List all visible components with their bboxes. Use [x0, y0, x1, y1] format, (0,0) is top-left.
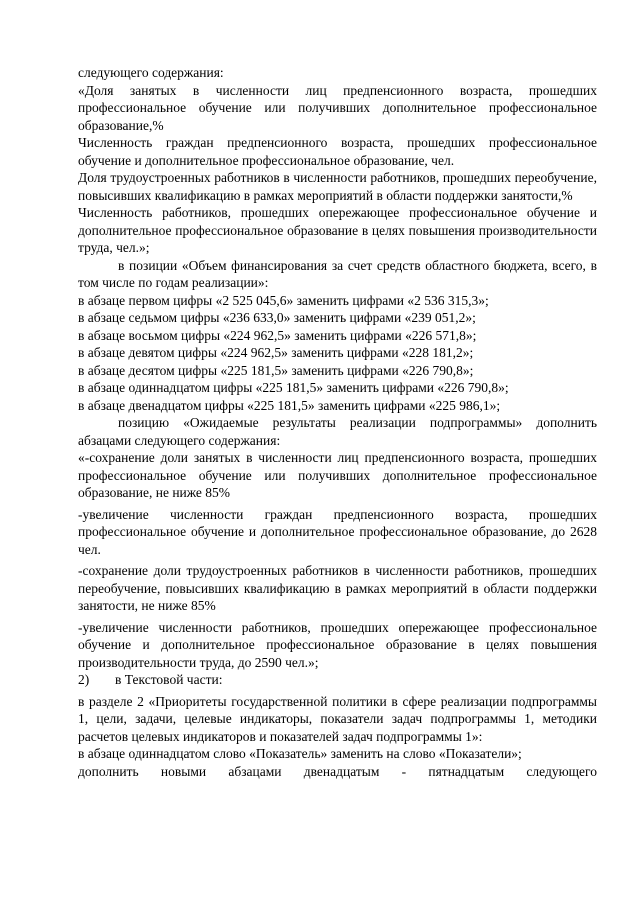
paragraph: -увеличение численности работников, прошедших опережающее профессиональное обучение и дополнительное профессиональное образование в целях повышения производительности труда, до 2590 чел.»;: [78, 619, 597, 670]
paragraph: в абзаце одиннадцатом цифры «225 181,5» заменить цифрами «226 790,8»;: [78, 380, 509, 395]
paragraph: -сохранение доли трудоустроенных работников в численности работников, прошедших переобучение, повысивших квалификацию в рамках мероприятий в области поддержки занятости, не ниже 85%: [78, 563, 597, 613]
paragraph: «-сохранение доли занятых в численности лиц предпенсионного возраста, прошедших профессиональное обучение или получивших дополнительное профессиональное образование, не ниже 85%: [78, 450, 597, 500]
paragraph: в абзаце девятом цифры «224 962,5» заменить цифрами «228 181,2»;: [78, 345, 474, 360]
paragraph: в абзаце седьмом цифры «236 633,0» заменить цифрами «239 051,2»;: [78, 310, 476, 325]
paragraph: дополнить новыми абзацами двенадцатым - пятнадцатым следующего: [78, 763, 597, 779]
paragraph: «Доля занятых в численности лиц предпенсионного возраста, прошедших профессиональное обучение или получивших дополнительное профессиональное образование,%: [78, 82, 597, 133]
paragraph: в разделе 2 «Приоритеты государственной политики в сфере реализации подпрограммы 1, цели, задачи, целевые индикаторы, показатели задач подпрограммы 1, методики расчетов целевых индикаторов и показателей задач подпрограммы 1»:: [78, 693, 597, 744]
paragraph: следующего содержания:: [78, 65, 224, 80]
paragraph: Численность работников, прошедших опережающее профессиональное обучение и дополнительное профессиональное образование в целях повышения производительности труда, чел.»;: [78, 205, 597, 255]
paragraph: -увеличение численности граждан предпенсионного возраста, прошедших профессиональное обучение и дополнительное профессиональное образование, до 2628 чел.: [78, 506, 597, 557]
paragraph: в абзаце восьмом цифры «224 962,5» заменить цифрами «226 571,8»;: [78, 327, 477, 343]
paragraph: в абзаце одиннадцатом слово «Показатель» заменить на слово «Показатели»;: [78, 746, 522, 761]
list-item-text: в Текстовой части:: [115, 672, 223, 687]
paragraph: в абзаце десятом цифры «225 181,5» заменить цифрами «226 790,8»;: [78, 362, 474, 378]
paragraph: Численность граждан предпенсионного возраста, прошедших профессиональное обучение и дополнительное профессиональное образование, чел.: [78, 135, 597, 168]
paragraph: в абзаце первом цифры «2 525 045,6» заменить цифрами «2 536 315,3»;: [78, 292, 489, 308]
list-item: [78, 671, 597, 689]
paragraph: в позиции «Объем финансирования за счет средств областного бюджета, всего, в том числе по годам реализации»:: [78, 257, 597, 290]
document-text: [78, 64, 597, 780]
paragraph: Доля трудоустроенных работников в численности работников, прошедших переобучение, повысивших квалификацию в рамках мероприятий в области поддержки занятости,%: [78, 170, 597, 203]
list-number: 2): [78, 672, 90, 687]
paragraph: позицию «Ожидаемые результаты реализации подпрограммы» дополнить абзацами следующего содержания:: [78, 415, 597, 448]
paragraph: в абзаце двенадцатом цифры «225 181,5» заменить цифрами «225 986,1»;: [78, 397, 501, 413]
